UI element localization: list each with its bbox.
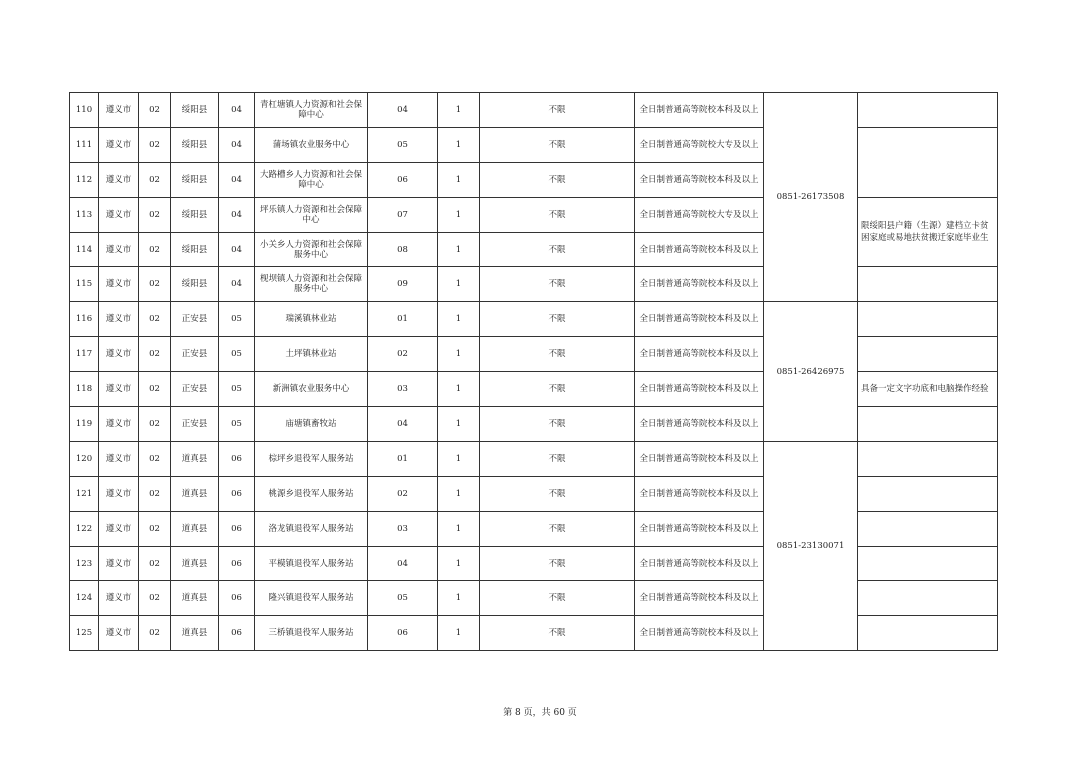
county-cell: 道真县 xyxy=(171,546,219,581)
county-code-cell: 04 xyxy=(219,162,255,197)
post-code-cell: 03 xyxy=(368,372,438,407)
city-cell: 遵义市 xyxy=(99,511,139,546)
education-cell: 全日制普通高等院校本科及以上 xyxy=(635,337,764,372)
city-cell: 遵义市 xyxy=(99,476,139,511)
table-row xyxy=(70,127,998,162)
county-cell: 绥阳县 xyxy=(171,267,219,302)
city-code-cell: 02 xyxy=(139,372,171,407)
county-cell: 道真县 xyxy=(171,441,219,476)
contact-phone-cell: 0851-23130071 xyxy=(764,441,858,650)
city-code-cell: 02 xyxy=(139,162,171,197)
major-cell: 不限 xyxy=(480,581,635,616)
city-code-cell: 02 xyxy=(139,616,171,651)
count-cell: 1 xyxy=(438,407,480,442)
major-cell: 不限 xyxy=(480,337,635,372)
count-cell: 1 xyxy=(438,162,480,197)
education-cell: 全日制普通高等院校本科及以上 xyxy=(635,581,764,616)
post-code-cell: 02 xyxy=(368,337,438,372)
education-cell: 全日制普通高等院校本科及以上 xyxy=(635,93,764,128)
unit-cell: 小关乡人力资源和社会保障服务中心 xyxy=(255,232,368,267)
city-code-cell: 02 xyxy=(139,93,171,128)
education-cell: 全日制普通高等院校本科及以上 xyxy=(635,441,764,476)
major-cell: 不限 xyxy=(480,372,635,407)
city-cell: 遵义市 xyxy=(99,127,139,162)
county-code-cell: 05 xyxy=(219,372,255,407)
count-cell: 1 xyxy=(438,581,480,616)
city-cell: 遵义市 xyxy=(99,581,139,616)
seq-cell: 124 xyxy=(70,581,99,616)
count-cell: 1 xyxy=(438,127,480,162)
major-cell: 不限 xyxy=(480,476,635,511)
major-cell: 不限 xyxy=(480,302,635,337)
unit-cell: 土坪镇林业站 xyxy=(255,337,368,372)
seq-cell: 113 xyxy=(70,197,99,232)
note-cell: 具备一定文字功底和电脑操作经验 xyxy=(858,372,998,407)
county-code-cell: 06 xyxy=(219,476,255,511)
post-code-cell: 05 xyxy=(368,127,438,162)
unit-cell: 枧坝镇人力资源和社会保障服务中心 xyxy=(255,267,368,302)
count-cell: 1 xyxy=(438,372,480,407)
education-cell: 全日制普通高等院校本科及以上 xyxy=(635,302,764,337)
city-code-cell: 02 xyxy=(139,337,171,372)
major-cell: 不限 xyxy=(480,616,635,651)
county-code-cell: 05 xyxy=(219,337,255,372)
post-code-cell: 04 xyxy=(368,93,438,128)
table-row xyxy=(70,441,998,476)
unit-cell: 大路槽乡人力资源和社会保障中心 xyxy=(255,162,368,197)
post-code-cell: 04 xyxy=(368,407,438,442)
county-code-cell: 04 xyxy=(219,267,255,302)
county-cell: 正安县 xyxy=(171,407,219,442)
table-row xyxy=(70,407,998,442)
unit-cell: 蒲场镇农业服务中心 xyxy=(255,127,368,162)
recruitment-table xyxy=(69,92,998,651)
county-cell: 绥阳县 xyxy=(171,127,219,162)
seq-cell: 117 xyxy=(70,337,99,372)
post-code-cell: 04 xyxy=(368,546,438,581)
count-cell: 1 xyxy=(438,616,480,651)
count-cell: 1 xyxy=(438,337,480,372)
unit-cell: 瑞溪镇林业站 xyxy=(255,302,368,337)
count-cell: 1 xyxy=(438,197,480,232)
county-code-cell: 05 xyxy=(219,302,255,337)
seq-cell: 115 xyxy=(70,267,99,302)
county-code-cell: 05 xyxy=(219,407,255,442)
note-cell xyxy=(858,616,998,651)
county-code-cell: 06 xyxy=(219,546,255,581)
unit-cell: 桃源乡退役军人服务站 xyxy=(255,476,368,511)
education-cell: 全日制普通高等院校本科及以上 xyxy=(635,511,764,546)
count-cell: 1 xyxy=(438,267,480,302)
city-cell: 遵义市 xyxy=(99,441,139,476)
city-cell: 遵义市 xyxy=(99,407,139,442)
count-cell: 1 xyxy=(438,302,480,337)
post-code-cell: 06 xyxy=(368,616,438,651)
table-row xyxy=(70,93,998,128)
seq-cell: 116 xyxy=(70,302,99,337)
city-code-cell: 02 xyxy=(139,197,171,232)
seq-cell: 118 xyxy=(70,372,99,407)
county-code-cell: 06 xyxy=(219,616,255,651)
city-code-cell: 02 xyxy=(139,267,171,302)
education-cell: 全日制普通高等院校本科及以上 xyxy=(635,267,764,302)
education-cell: 全日制普通高等院校本科及以上 xyxy=(635,546,764,581)
note-cell xyxy=(858,407,998,442)
seq-cell: 120 xyxy=(70,441,99,476)
seq-cell: 122 xyxy=(70,511,99,546)
county-cell: 正安县 xyxy=(171,372,219,407)
count-cell: 1 xyxy=(438,93,480,128)
count-cell: 1 xyxy=(438,232,480,267)
county-code-cell: 06 xyxy=(219,441,255,476)
education-cell: 全日制普通高等院校大专及以上 xyxy=(635,127,764,162)
note-cell xyxy=(858,337,998,372)
city-code-cell: 02 xyxy=(139,127,171,162)
contact-phone-cell: 0851-26426975 xyxy=(764,302,858,442)
post-code-cell: 09 xyxy=(368,267,438,302)
count-cell: 1 xyxy=(438,511,480,546)
county-code-cell: 04 xyxy=(219,127,255,162)
note-cell xyxy=(858,127,998,197)
county-code-cell: 04 xyxy=(219,232,255,267)
major-cell: 不限 xyxy=(480,546,635,581)
seq-cell: 119 xyxy=(70,407,99,442)
city-cell: 遵义市 xyxy=(99,162,139,197)
seq-cell: 125 xyxy=(70,616,99,651)
county-cell: 道真县 xyxy=(171,476,219,511)
city-code-cell: 02 xyxy=(139,581,171,616)
note-cell xyxy=(858,546,998,581)
note-cell: 限绥阳县户籍（生源）建档立卡贫困家庭或易地扶贫搬迁家庭毕业生 xyxy=(858,197,998,267)
seq-cell: 114 xyxy=(70,232,99,267)
note-cell xyxy=(858,581,998,616)
county-cell: 道真县 xyxy=(171,511,219,546)
post-code-cell: 06 xyxy=(368,162,438,197)
city-cell: 遵义市 xyxy=(99,267,139,302)
note-cell xyxy=(858,267,998,302)
city-code-cell: 02 xyxy=(139,546,171,581)
page-footer: 第 8 页，共 60 页 xyxy=(503,708,577,718)
post-code-cell: 05 xyxy=(368,581,438,616)
table-row xyxy=(70,581,998,616)
major-cell: 不限 xyxy=(480,232,635,267)
major-cell: 不限 xyxy=(480,162,635,197)
education-cell: 全日制普通高等院校本科及以上 xyxy=(635,616,764,651)
unit-cell: 棕坪乡退役军人服务站 xyxy=(255,441,368,476)
county-code-cell: 06 xyxy=(219,511,255,546)
note-cell xyxy=(858,441,998,476)
county-code-cell: 04 xyxy=(219,197,255,232)
unit-cell: 新洲镇农业服务中心 xyxy=(255,372,368,407)
education-cell: 全日制普通高等院校本科及以上 xyxy=(635,372,764,407)
unit-cell: 庙塘镇畜牧站 xyxy=(255,407,368,442)
city-cell: 遵义市 xyxy=(99,232,139,267)
county-code-cell: 04 xyxy=(219,93,255,128)
post-code-cell: 01 xyxy=(368,302,438,337)
major-cell: 不限 xyxy=(480,267,635,302)
post-code-cell: 08 xyxy=(368,232,438,267)
note-cell xyxy=(858,476,998,511)
count-cell: 1 xyxy=(438,476,480,511)
seq-cell: 123 xyxy=(70,546,99,581)
post-code-cell: 01 xyxy=(368,441,438,476)
contact-phone-cell: 0851-26173508 xyxy=(764,93,858,302)
county-code-cell: 06 xyxy=(219,581,255,616)
education-cell: 全日制普通高等院校本科及以上 xyxy=(635,232,764,267)
count-cell: 1 xyxy=(438,441,480,476)
note-cell xyxy=(858,511,998,546)
major-cell: 不限 xyxy=(480,93,635,128)
education-cell: 全日制普通高等院校大专及以上 xyxy=(635,197,764,232)
county-cell: 正安县 xyxy=(171,302,219,337)
city-cell: 遵义市 xyxy=(99,337,139,372)
city-code-cell: 02 xyxy=(139,476,171,511)
education-cell: 全日制普通高等院校本科及以上 xyxy=(635,476,764,511)
seq-cell: 111 xyxy=(70,127,99,162)
city-code-cell: 02 xyxy=(139,407,171,442)
city-cell: 遵义市 xyxy=(99,546,139,581)
seq-cell: 121 xyxy=(70,476,99,511)
unit-cell: 坪乐镇人力资源和社会保障中心 xyxy=(255,197,368,232)
table-body xyxy=(70,93,998,651)
table-row xyxy=(70,476,998,511)
major-cell: 不限 xyxy=(480,407,635,442)
table-row xyxy=(70,267,998,302)
seq-cell: 112 xyxy=(70,162,99,197)
city-cell: 遵义市 xyxy=(99,197,139,232)
unit-cell: 青杠塘镇人力资源和社会保障中心 xyxy=(255,93,368,128)
city-code-cell: 02 xyxy=(139,511,171,546)
major-cell: 不限 xyxy=(480,127,635,162)
county-cell: 道真县 xyxy=(171,616,219,651)
major-cell: 不限 xyxy=(480,441,635,476)
unit-cell: 洛龙镇退役军人服务站 xyxy=(255,511,368,546)
county-cell: 绥阳县 xyxy=(171,197,219,232)
table-row xyxy=(70,337,998,372)
city-code-cell: 02 xyxy=(139,302,171,337)
table-row xyxy=(70,302,998,337)
city-cell: 遵义市 xyxy=(99,372,139,407)
county-cell: 绥阳县 xyxy=(171,162,219,197)
unit-cell: 隆兴镇退役军人服务站 xyxy=(255,581,368,616)
table-row xyxy=(70,197,998,232)
table-row xyxy=(70,372,998,407)
post-code-cell: 07 xyxy=(368,197,438,232)
city-cell: 遵义市 xyxy=(99,616,139,651)
table-row xyxy=(70,546,998,581)
table-row xyxy=(70,616,998,651)
note-cell xyxy=(858,93,998,128)
unit-cell: 平模镇退役军人服务站 xyxy=(255,546,368,581)
table-row xyxy=(70,511,998,546)
post-code-cell: 03 xyxy=(368,511,438,546)
city-cell: 遵义市 xyxy=(99,93,139,128)
education-cell: 全日制普通高等院校本科及以上 xyxy=(635,407,764,442)
count-cell: 1 xyxy=(438,546,480,581)
post-code-cell: 02 xyxy=(368,476,438,511)
major-cell: 不限 xyxy=(480,197,635,232)
city-code-cell: 02 xyxy=(139,441,171,476)
education-cell: 全日制普通高等院校本科及以上 xyxy=(635,162,764,197)
county-cell: 绥阳县 xyxy=(171,232,219,267)
seq-cell: 110 xyxy=(70,93,99,128)
unit-cell: 三桥镇退役军人服务站 xyxy=(255,616,368,651)
city-code-cell: 02 xyxy=(139,232,171,267)
county-cell: 正安县 xyxy=(171,337,219,372)
county-cell: 绥阳县 xyxy=(171,93,219,128)
county-cell: 道真县 xyxy=(171,581,219,616)
note-cell xyxy=(858,302,998,337)
major-cell: 不限 xyxy=(480,511,635,546)
city-cell: 遵义市 xyxy=(99,302,139,337)
